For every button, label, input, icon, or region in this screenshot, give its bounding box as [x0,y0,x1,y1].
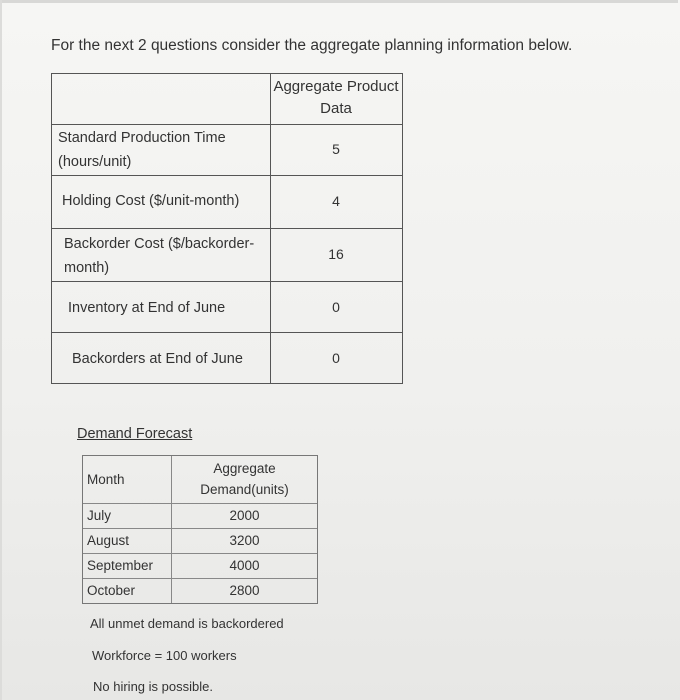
month-cell: August [87,533,130,548]
month-cell: July [87,508,112,523]
photo-edge-left [0,0,2,700]
demand-cell: 3200 [229,533,260,548]
header-line-2: Data [320,100,352,117]
header-empty-cell [52,74,271,124]
demand-cell: 2000 [229,508,260,523]
demand-row [83,504,317,529]
row-value: 16 [328,246,344,262]
table-header-row [51,73,403,125]
month-cell: October [87,583,136,598]
demand-header-row [83,456,317,504]
demand-header-line-1: Aggregate [213,461,276,476]
header-product-cell [270,74,403,124]
row-label-cont: month) [64,260,110,276]
photo-edge-top [2,0,678,3]
demand-header-line-2: Demand(units) [200,482,289,497]
demand-row [83,554,317,579]
row-value: 5 [332,141,340,157]
demand-forecast-title: Demand Forecast [77,426,193,442]
backorder-note: All unmet demand is backordered [90,616,284,631]
table-row [51,176,403,229]
demand-cell: 4000 [229,558,260,573]
table-row [51,125,403,176]
table-row [51,282,403,333]
row-value: 0 [332,299,340,315]
row-label: Holding Cost ($/unit-month) [62,193,240,209]
row-value: 0 [332,350,340,366]
intro-text: For the next 2 questions consider the aggregate planning information below. [51,37,573,54]
row-value: 4 [332,193,340,209]
header-line-1: Aggregate Product [273,78,399,95]
demand-cell: 2800 [229,583,260,598]
demand-row [83,579,317,603]
demand-row [83,529,317,554]
product-data-table [51,73,403,384]
row-label: Backorders at End of June [72,351,243,367]
demand-forecast-table [82,455,318,604]
hiring-note: No hiring is possible. [93,679,213,694]
row-label: Backorder Cost ($/backorder- [64,236,255,252]
row-label-cont: (hours/unit) [58,154,132,170]
row-label: Inventory at End of June [68,300,226,316]
month-header: Month [87,472,125,487]
table-row [51,333,403,384]
month-cell: September [87,558,154,573]
workforce-note: Workforce = 100 workers [92,648,237,663]
row-label: Standard Production Time [58,130,226,146]
table-row [51,229,403,282]
